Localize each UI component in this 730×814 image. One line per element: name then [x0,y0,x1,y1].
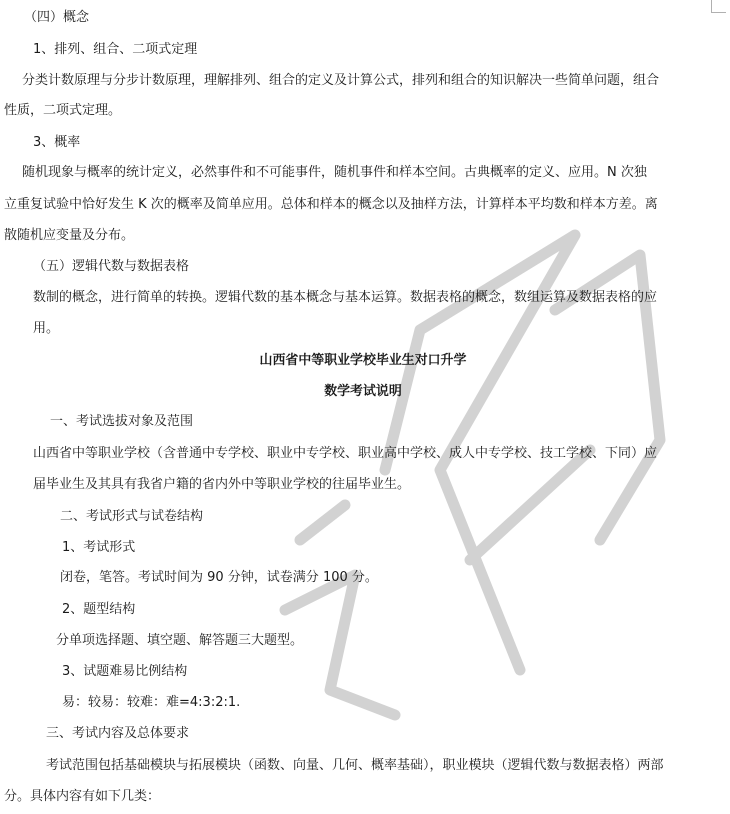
paragraph-line: 山西省中等职业学校（含普通中专学校、职业中专学校、职业高中学校、成人中专学校、技工学校、下同）应 [33,446,658,461]
paragraph-line: 用。 [33,321,60,336]
paragraph-line: 分类计数原理与分步计数原理，理解排列、组合的定义及计算公式，排列和组合的知识解决一些简单问题，组合 [22,73,660,88]
paragraph-line: 立重复试验中恰好发生 K 次的概率及简单应用。总体和样本的概念以及抽样方法，计算样本平均数和样本方差。离 [4,197,658,212]
paragraph-line: 考试范围包括基础模块与拓展模块（函数、向量、几何、概率基础），职业模块（逻辑代数与数据表格）两部 [46,758,664,773]
item-exam-form-heading: 1、考试形式 [62,540,136,555]
paragraph-line: 分。具体内容有如下几类： [4,789,161,804]
item-probability-heading: 3、概率 [33,135,81,150]
paragraph-line: 分单项选择题、填空题、解答题三大题型。 [56,633,304,648]
paragraph-line: 散随机应变量及分布。 [4,228,135,243]
section-2-heading: 二、考试形式与试卷结构 [60,509,204,524]
paragraph-line: 届毕业生及其具有我省户籍的省内外中等职业学校的往届毕业生。 [33,477,411,492]
item-difficulty-heading: 3、试题难易比例结构 [62,664,188,679]
section-3-heading: 三、考试内容及总体要求 [46,726,190,741]
paragraph-line: 性质，二项式定理。 [4,103,122,118]
document-subtitle: 数学考试说明 [324,384,402,399]
paragraph-line: 数制的概念，进行简单的转换。逻辑代数的基本概念与基本运算。数据表格的概念，数组运算及数据表格的应 [33,290,658,305]
section-5-heading: （五）逻辑代数与数据表格 [33,259,190,274]
paragraph-line: 易：较易：较难：难=4:3:2:1. [62,695,241,710]
section-1-heading: 一、考试选拔对象及范围 [50,414,194,429]
item-permutation-heading: 1、排列、组合、二项式定理 [33,42,198,57]
paragraph-line: 随机现象与概率的统计定义，必然事件和不可能事件，随机事件和样本空间。古典概率的定义、应用。N 次独 [22,165,647,180]
item-question-type-heading: 2、题型结构 [62,602,136,617]
page-corner-mark [711,0,726,13]
section-4-heading: （四）概念 [24,10,90,25]
document-title: 山西省中等职业学校毕业生对口升学 [259,353,467,368]
paragraph-line: 闭卷，笔答。考试时间为 90 分钟，试卷满分 100 分。 [60,570,378,585]
